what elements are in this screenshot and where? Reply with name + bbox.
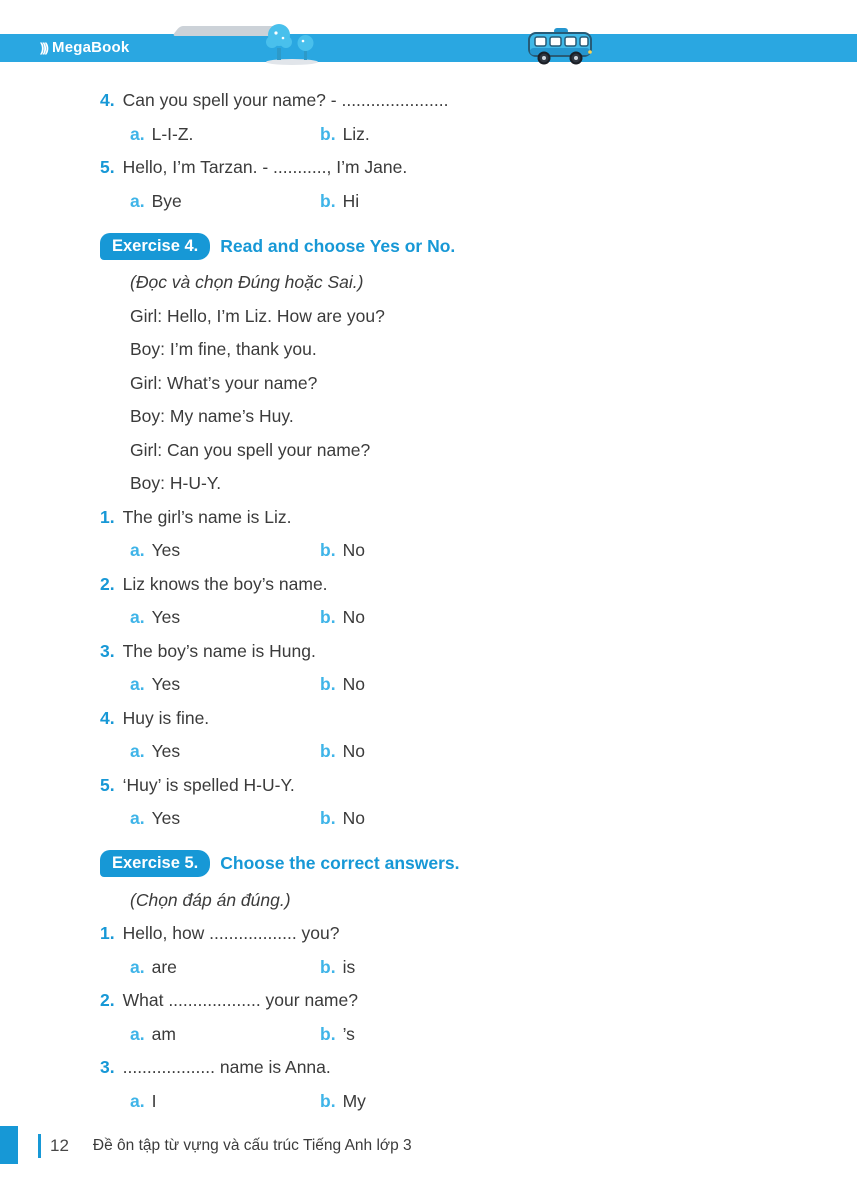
- question: [100, 568, 857, 602]
- option-letter: a.: [130, 674, 145, 695]
- option-a: [130, 808, 320, 829]
- option-text: No: [342, 741, 365, 762]
- option-a: [130, 957, 320, 978]
- exercise-badge: Exercise 5.: [100, 850, 210, 877]
- question-number: 5.: [100, 157, 115, 178]
- option-text: No: [342, 607, 365, 628]
- option-text: Liz.: [342, 123, 370, 144]
- option-text: Yes: [151, 607, 181, 628]
- page-footer: [0, 1124, 857, 1168]
- option-text: No: [342, 808, 365, 829]
- option-letter: b.: [320, 956, 336, 977]
- option-b: [320, 741, 510, 762]
- question-number: 3.: [100, 1057, 115, 1078]
- question: [100, 702, 857, 736]
- question: [100, 984, 857, 1018]
- option-letter: a.: [130, 1090, 145, 1111]
- option-letter: b.: [320, 1090, 336, 1111]
- dialogue-line: Girl: Can you spell your name?: [130, 439, 371, 460]
- option-a: [130, 124, 320, 145]
- question-text: ................... name is Anna.: [122, 1057, 331, 1078]
- question: [100, 1051, 857, 1085]
- option-text: No: [342, 540, 365, 561]
- option-text: Yes: [151, 540, 181, 561]
- option-text: Bye: [151, 190, 182, 211]
- dialogue-line: Girl: Hello, I’m Liz. How are you?: [130, 305, 385, 326]
- question-number: 2.: [100, 573, 115, 594]
- question-text: The boy’s name is Hung.: [122, 640, 316, 661]
- option-letter: a.: [130, 1023, 145, 1044]
- options-row: [100, 951, 857, 985]
- question: [100, 917, 857, 951]
- option-b: [320, 124, 510, 145]
- option-a: [130, 540, 320, 561]
- question-number: 4.: [100, 707, 115, 728]
- option-a: [130, 607, 320, 628]
- question-number: 1.: [100, 923, 115, 944]
- option-letter: b.: [320, 741, 336, 762]
- option-b: [320, 191, 510, 212]
- exercise-subtitle: (Đọc và chọn Đúng hoặc Sai.): [130, 272, 364, 293]
- option-letter: b.: [320, 808, 336, 829]
- exercise-title: Choose the correct answers.: [220, 853, 460, 873]
- options-row: [100, 1085, 857, 1119]
- logo-arrows-icon: ))): [40, 40, 47, 55]
- options-row: [100, 118, 857, 152]
- option-text: ’s: [342, 1023, 355, 1044]
- question-number: 1.: [100, 506, 115, 527]
- question-number: 5.: [100, 774, 115, 795]
- option-letter: a.: [130, 741, 145, 762]
- option-b: [320, 957, 510, 978]
- brand-name: MegaBook: [52, 39, 130, 56]
- option-text: Yes: [151, 741, 181, 762]
- options-row: [100, 534, 857, 568]
- options-row: [100, 802, 857, 836]
- dialogue-line: Boy: I’m fine, thank you.: [130, 339, 317, 360]
- option-a: [130, 674, 320, 695]
- option-letter: b.: [320, 190, 336, 211]
- exercise-4-header: [100, 226, 857, 266]
- question-text: What ................... your name?: [122, 990, 358, 1011]
- option-letter: a.: [130, 607, 145, 628]
- page-content: [0, 84, 857, 1118]
- options-row: [100, 735, 857, 769]
- question-text: Huy is fine.: [122, 707, 210, 728]
- option-b: [320, 607, 510, 628]
- option-text: Hi: [342, 190, 360, 211]
- question: [100, 151, 857, 185]
- option-letter: b.: [320, 540, 336, 561]
- exercise-5-header: [100, 844, 857, 884]
- options-row: [100, 1018, 857, 1052]
- option-letter: b.: [320, 1023, 336, 1044]
- question-number: 3.: [100, 640, 115, 661]
- question-text: Hello, how .................. you?: [122, 923, 340, 944]
- exercise-title: Read and choose Yes or No.: [220, 235, 456, 256]
- dialogue-line: Boy: H-U-Y.: [130, 473, 222, 494]
- option-letter: b.: [320, 123, 336, 144]
- question-number: 4.: [100, 90, 115, 111]
- option-text: Yes: [151, 674, 181, 695]
- option-a: [130, 741, 320, 762]
- option-letter: b.: [320, 607, 336, 628]
- option-text: No: [342, 674, 365, 695]
- trees-icon: [264, 20, 322, 66]
- bus-icon: [526, 26, 598, 68]
- question-text: The girl’s name is Liz.: [122, 506, 292, 527]
- megabook-logo: [40, 39, 129, 56]
- question-text: Liz knows the boy’s name.: [122, 573, 328, 594]
- options-row: [100, 185, 857, 219]
- option-text: are: [151, 956, 177, 977]
- options-row: [100, 668, 857, 702]
- option-b: [320, 540, 510, 561]
- option-a: [130, 1091, 320, 1112]
- option-a: [130, 191, 320, 212]
- option-letter: a.: [130, 540, 145, 561]
- option-b: [320, 1091, 510, 1112]
- option-b: [320, 1024, 510, 1045]
- question-text: ‘Huy’ is spelled H-U-Y.: [122, 774, 295, 795]
- exercise-badge: Exercise 4.: [100, 233, 210, 260]
- option-letter: a.: [130, 808, 145, 829]
- option-text: Yes: [151, 808, 181, 829]
- option-letter: a.: [130, 190, 145, 211]
- option-text: My: [342, 1090, 366, 1111]
- option-letter: a.: [130, 123, 145, 144]
- exercise-subtitle: (Chọn đáp án đúng.): [130, 889, 291, 910]
- option-text: I: [151, 1090, 157, 1111]
- question-number: 2.: [100, 990, 115, 1011]
- question: [100, 501, 857, 535]
- option-a: [130, 1024, 320, 1045]
- question-text: Can you spell your name? - ......................: [122, 90, 449, 111]
- page-number-divider: [38, 1134, 41, 1158]
- footer-title: Đề ôn tập từ vựng và cấu trúc Tiếng Anh lớp 3: [92, 1137, 412, 1154]
- option-letter: b.: [320, 674, 336, 695]
- footer-corner-tab: [0, 1126, 18, 1164]
- option-b: [320, 674, 510, 695]
- page-number: 12: [50, 1136, 69, 1155]
- option-text: is: [342, 956, 356, 977]
- option-text: am: [151, 1023, 176, 1044]
- dialogue-line: Girl: What’s your name?: [130, 372, 318, 393]
- option-text: L-I-Z.: [151, 123, 194, 144]
- question-text: Hello, I’m Tarzan. - ..........., I’m Jane.: [122, 157, 408, 178]
- options-row: [100, 601, 857, 635]
- option-letter: a.: [130, 956, 145, 977]
- dialogue-line: Boy: My name’s Huy.: [130, 406, 294, 427]
- question: [100, 769, 857, 803]
- question: [100, 84, 857, 118]
- question: [100, 635, 857, 669]
- option-b: [320, 808, 510, 829]
